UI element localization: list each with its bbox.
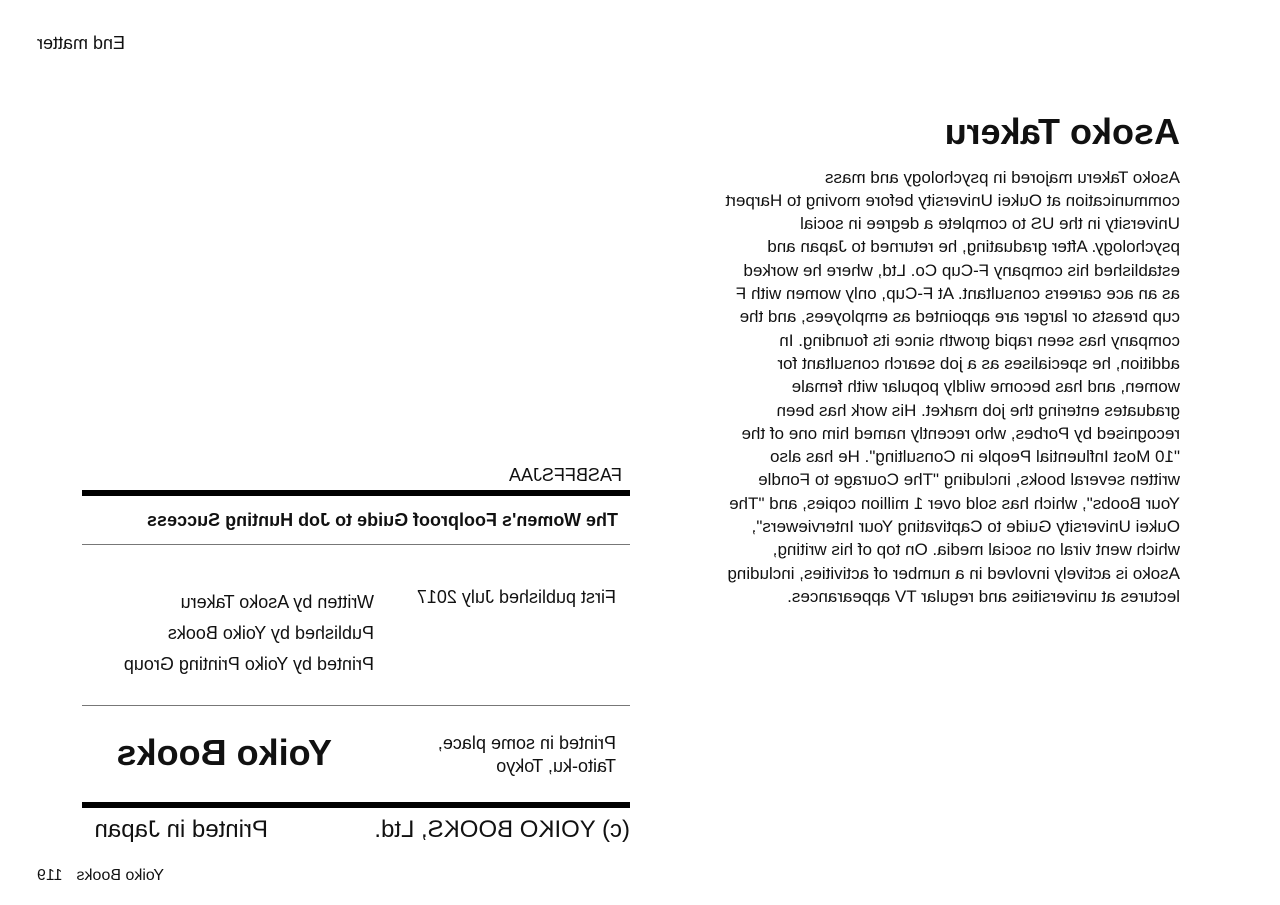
running-head: End matter (36, 33, 125, 53)
copyright: (c) YOIKO BOOKS, Ltd. (374, 816, 630, 843)
address-line1: Printed in some place, (437, 733, 616, 753)
publisher-brand: Yoiko Books (116, 732, 332, 773)
printed-by: Printed by Yoiko Printing Group (123, 654, 374, 674)
printed-in: Printed in Japan (94, 816, 268, 843)
author-bio: Asoko Takeru majored in psychology and mass communication at Oukei University before moving to Harpert University in the US to complete a degree in social psychology. After graduating, he returned to Japan and established his company F-Cup Co. Ltd, where he worked as an ace careers consultant. At F-Cup, only women with F cup breasts or larger are appointed as employees, and the company has seen rapid growth since its founding. In addition, he specialises as a job search consultant for women, and has become wildly popular with female graduates entering the job market. His work has been recognised by Porbes, who recently named him one of the "10 Most Influential People in Consulting". He has also written several books, including "The Courage to Fondle Your Boobs", which has sold over 1 million copies, and "The Oukei University Guide to Captivating Your Interviewers", which went viral on social media. On top of his writing, Asoko is actively involved in a number of activities, including lectures at universities and regular TV appearances. (725, 167, 1180, 606)
book-code: FASBFFSJAA (508, 465, 622, 485)
credit-list (124, 587, 374, 680)
address-line2: Taito-ku, Tokyo (496, 756, 616, 776)
colophon (82, 460, 630, 858)
first-published: First published July 2017 (416, 587, 616, 607)
author-section (725, 112, 1180, 608)
printer-address (438, 732, 616, 778)
author-name: Asoko Takeru (944, 111, 1180, 152)
published-by: Published by Yoiko Books (167, 623, 374, 643)
publisher-block (82, 706, 630, 802)
copyright-row (82, 808, 630, 858)
credits-block (82, 545, 630, 705)
written-by: Written by Asoko Takeru (180, 592, 374, 612)
book-title: The Women's Foolproof Guide to Job Hunting Success (147, 510, 618, 530)
footer-publisher: Yoiko Books (76, 867, 164, 884)
page-footer (37, 867, 164, 885)
page-number: 119 (37, 867, 63, 884)
